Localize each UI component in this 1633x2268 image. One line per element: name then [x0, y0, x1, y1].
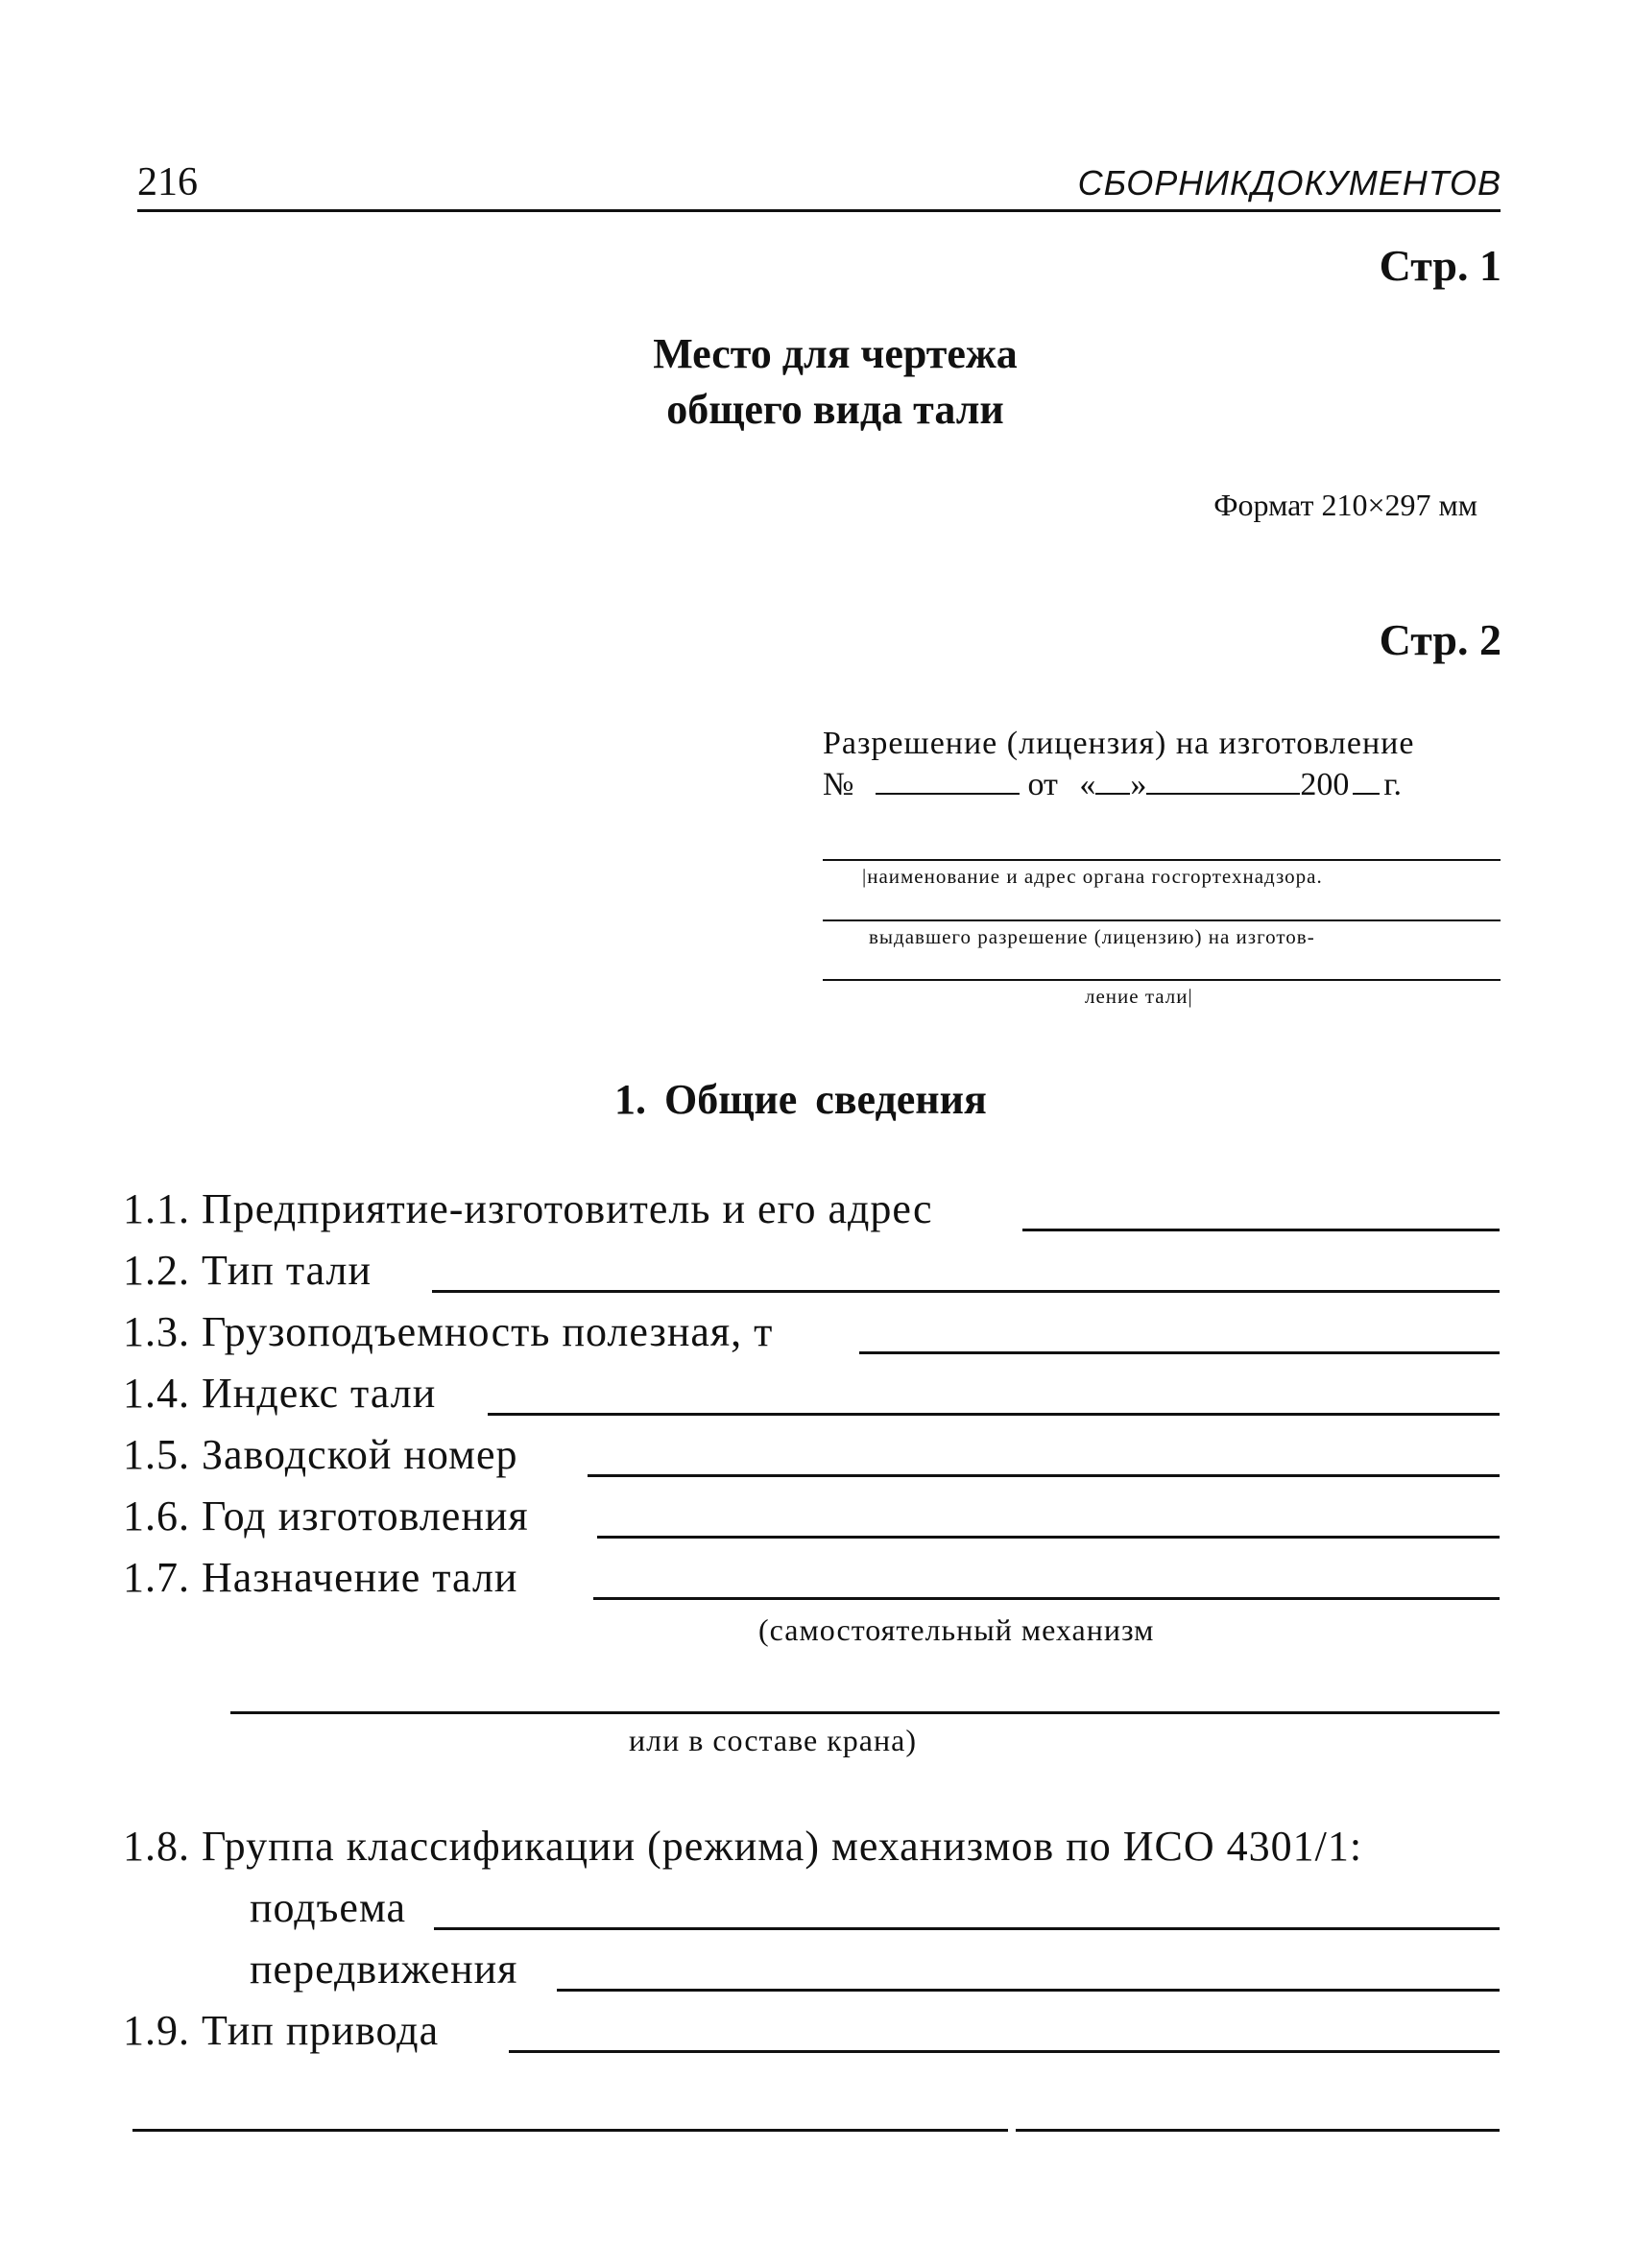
drawing-title-line1: Место для чертежа — [653, 330, 1018, 377]
item-1-2-label: 1.2. Тип тали — [123, 1247, 372, 1294]
item-1-2-field[interactable] — [432, 1290, 1500, 1293]
item-1-1-label: 1.1. Предприятие-изготовитель и его адрес — [123, 1185, 933, 1232]
permit-line: Разрешение (лицензия) на изготовление — [823, 726, 1415, 761]
authority-caption-1: |наименование и адрес органа госгортехнадзора. — [862, 865, 1323, 888]
bottom-rule-left — [132, 2129, 1008, 2132]
item-1-6-label: 1.6. Год изготовления — [123, 1492, 529, 1540]
item-1-7-note-2: или в составе крана) — [629, 1723, 917, 1757]
item-1-7-note-1: (самостоятельный механизм — [758, 1612, 1155, 1647]
item-1-8-lifting-field[interactable] — [434, 1927, 1500, 1930]
drawing-placeholder-title — [547, 326, 1123, 438]
section-title: 1. Общие сведения — [614, 1076, 987, 1123]
bottom-rule-right — [1016, 2129, 1500, 2132]
permit-year: 200 — [1300, 767, 1350, 802]
permit-day-field[interactable] — [1095, 764, 1130, 795]
item-1-6-field[interactable] — [597, 1536, 1500, 1539]
item-1-5-label: 1.5. Заводской номер — [123, 1431, 518, 1478]
page-number: 216 — [137, 160, 198, 204]
header-rule — [137, 209, 1501, 212]
format-note: Формат 210×297 мм — [1213, 488, 1477, 522]
drawing-title-line2: общего вида тали — [666, 386, 1004, 433]
item-1-4-label: 1.4. Индекс тали — [123, 1370, 437, 1417]
authority-caption-2: выдавшего разрешение (лицензию) на изготов- — [869, 925, 1315, 948]
permit-year-field[interactable] — [1353, 764, 1380, 795]
collection-title: СБОРНИКДОКУМЕНТОВ — [1077, 163, 1501, 203]
page-2-label: Стр. 2 — [1379, 615, 1501, 664]
authority-caption-3: ление тали| — [1085, 985, 1193, 1008]
page-1-label: Стр. 1 — [1379, 241, 1501, 290]
permit-number-line — [823, 764, 1402, 803]
item-1-9-label: 1.9. Тип привода — [123, 2007, 440, 2054]
item-1-8-sub-travel: передвижения — [250, 1946, 518, 1993]
item-1-5-field[interactable] — [588, 1474, 1500, 1477]
permit-year-suffix: г. — [1383, 767, 1402, 802]
item-1-4-field[interactable] — [488, 1413, 1500, 1416]
permit-quote-open: « — [1079, 767, 1096, 802]
authority-field-1[interactable] — [823, 859, 1501, 861]
item-1-1-field[interactable] — [1022, 1229, 1500, 1231]
item-1-9-field[interactable] — [509, 2050, 1500, 2053]
item-1-7-field-2[interactable] — [230, 1711, 1500, 1714]
permit-from: от — [1027, 767, 1058, 802]
authority-field-3[interactable] — [823, 979, 1501, 981]
permit-no-sign: № — [823, 767, 854, 802]
item-1-3-field[interactable] — [859, 1351, 1500, 1354]
item-1-8-sub-lifting: подъема — [250, 1884, 407, 1931]
permit-month-field[interactable] — [1146, 764, 1300, 795]
permit-number-field[interactable] — [876, 764, 1020, 795]
item-1-7-field[interactable] — [593, 1597, 1500, 1600]
item-1-8-travel-field[interactable] — [557, 1989, 1500, 1992]
permit-quote-close: » — [1130, 767, 1147, 802]
item-1-3-label: 1.3. Грузоподъемность полезная, т — [123, 1308, 774, 1355]
item-1-7-label: 1.7. Назначение тали — [123, 1554, 518, 1601]
item-1-8-label: 1.8. Группа классификации (режима) механизмов по ИСО 4301/1: — [123, 1823, 1363, 1870]
authority-field-2[interactable] — [823, 919, 1501, 921]
